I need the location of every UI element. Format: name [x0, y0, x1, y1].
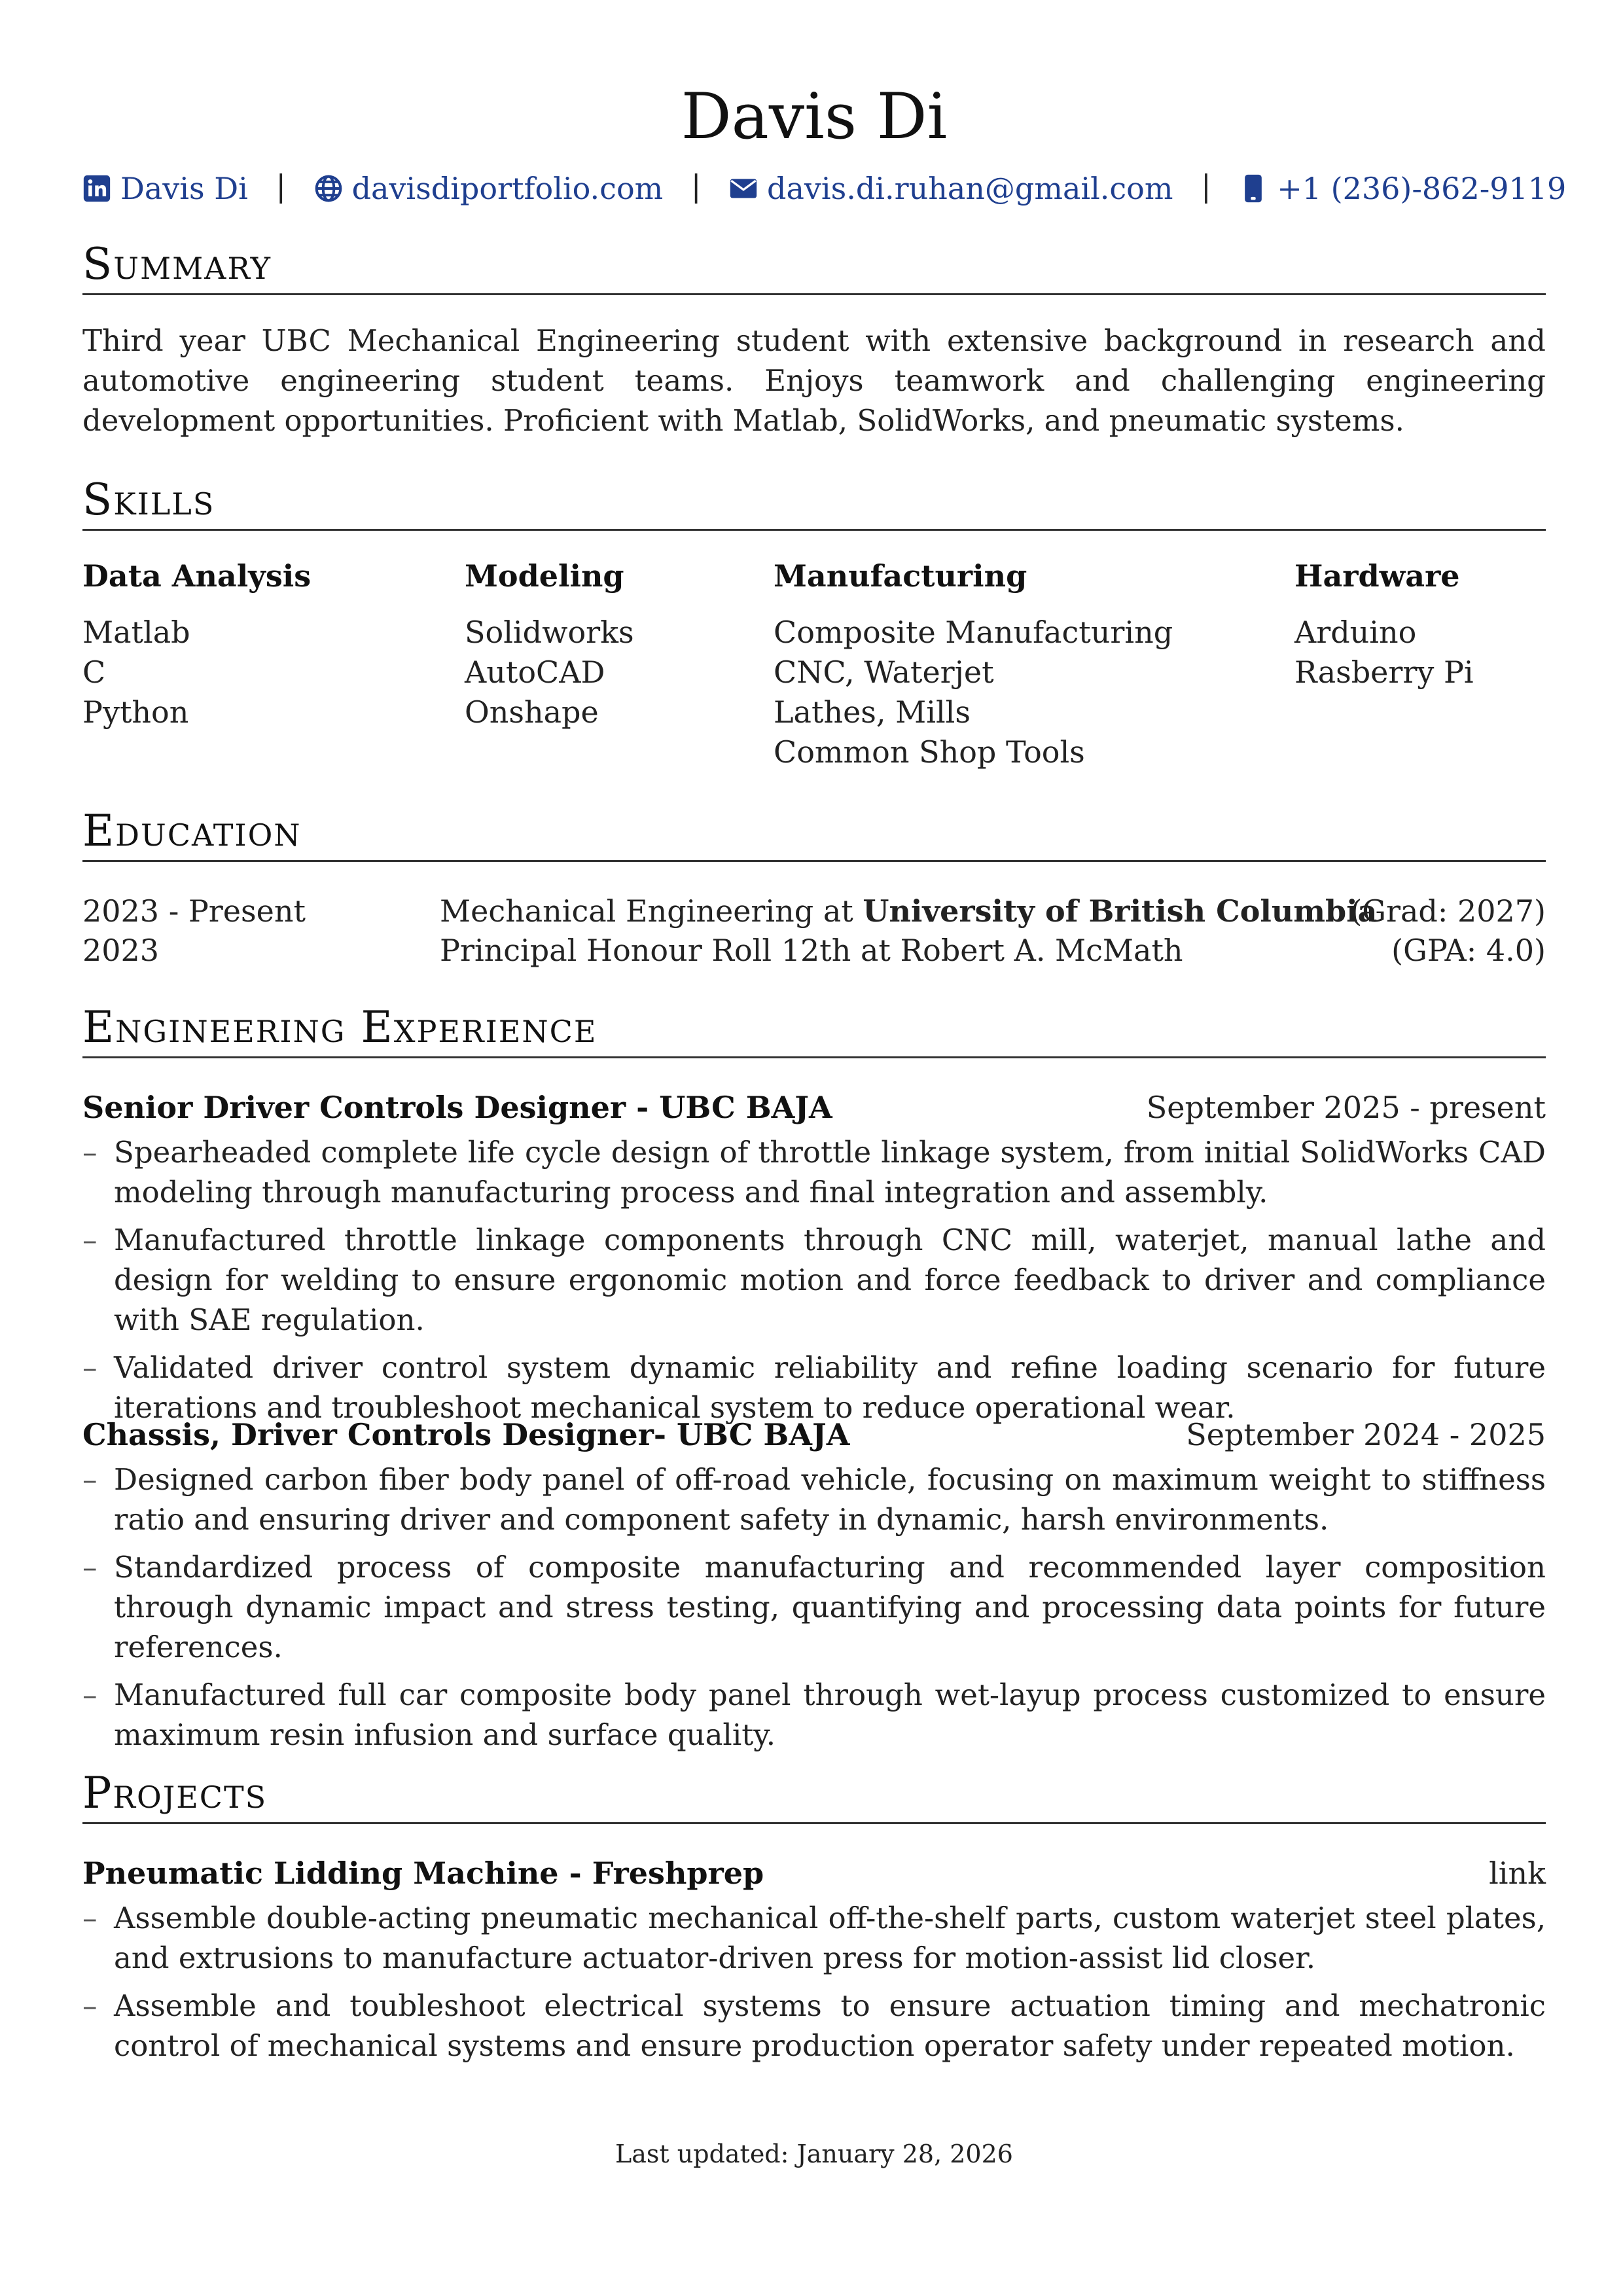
contact-separator: | [1201, 168, 1211, 204]
skill-item: Rasberry Pi [1294, 655, 1474, 690]
skill-item: AutoCAD [465, 655, 605, 690]
bullet-text: Assemble double-acting pneumatic mechanical off-the-shelf parts, custom waterjet steel plates, and extrusions to manufacture actuator-driven press for motion-assist lid closer. [114, 1901, 1546, 1975]
education-detail: (GPA: 4.0) [1391, 933, 1546, 968]
skill-item: Onshape [465, 694, 599, 730]
projects-heading: Projects [82, 1767, 1546, 1824]
job-title: Senior Driver Controls Designer - UBC BAJA [82, 1090, 832, 1125]
education-date: 2023 [82, 933, 160, 968]
skill-column-heading: Modeling [465, 558, 624, 594]
job-header [82, 1088, 1546, 1127]
email-link[interactable] [729, 169, 1173, 208]
skill-column-heading: Hardware [1294, 558, 1460, 594]
phone-icon [1239, 174, 1268, 203]
skill-column-manufacturing [774, 556, 1173, 772]
education-program: Principal Honour Roll 12th at Robert A. McMath [440, 933, 1183, 968]
bullet-dash: – [82, 1677, 98, 1712]
skill-item: Arduino [1294, 615, 1417, 650]
globe-icon [314, 174, 343, 203]
bullet-item [82, 1547, 1546, 1667]
phone-link[interactable] [1239, 169, 1566, 208]
bullet-dash: – [82, 1135, 98, 1170]
skill-item: Lathes, Mills [774, 694, 971, 730]
job-title: Chassis, Driver Controls Designer- UBC BAJA [82, 1417, 850, 1452]
email-label: davis.di.ruhan@gmail.com [767, 171, 1173, 206]
education-title [440, 931, 1183, 970]
education-program: Mechanical Engineering at [440, 893, 863, 929]
skill-item: CNC, Waterjet [774, 655, 994, 690]
project-title: Pneumatic Lidding Machine - Freshprep [82, 1856, 764, 1891]
bullet-text: Spearheaded complete life cycle design of throttle linkage system, from initial SolidWorks CAD modeling through manufacturing process and final integration and assembly. [114, 1135, 1546, 1210]
education-detail: (Grad: 2027) [1350, 893, 1546, 929]
skill-item: Matlab [82, 615, 190, 650]
summary-text: Third year UBC Mechanical Engineering student with extensive background in research and automotive engineering student teams. Enjoys teamwork and challenging engineering development opportunities. Proficient with Matlab, SolidWorks, and pneumatic systems. [82, 323, 1546, 438]
phone-label: +1 (236)-862-9119 [1277, 171, 1567, 206]
skill-column-hardware [1294, 556, 1474, 692]
bullet-text: Validated driver control system dynamic reliability and refine loading scenario for future iterations and troubleshoot mechanical system to reduce operational wear. [114, 1350, 1546, 1425]
last-updated: Last updated: January 28, 2026 [615, 2140, 1013, 2168]
bullet-text: Standardized process of composite manufacturing and recommended layer composition through dynamic impact and stress testing, quantifying and processing data points for future references. [114, 1550, 1546, 1664]
contact-separator: | [690, 168, 702, 204]
job-header [82, 1415, 1546, 1454]
skill-item: Common Shop Tools [774, 734, 1085, 770]
bullet-item [82, 1460, 1546, 1539]
bullet-item [82, 1898, 1546, 1978]
skills-heading: Skills [82, 474, 1546, 531]
experience-heading: Engineering Experience [82, 1001, 1546, 1058]
bullet-item [82, 1220, 1546, 1340]
contact-separator: | [276, 168, 286, 204]
linkedin-icon [82, 174, 111, 203]
linkedin-label: Davis Di [120, 171, 248, 206]
envelope-icon [729, 174, 758, 203]
summary-heading: Summary [82, 238, 1546, 295]
bullet-dash: – [82, 1550, 98, 1585]
skill-column-data-analysis [82, 556, 311, 732]
skill-item: Solidworks [465, 615, 634, 650]
education-heading: Education [82, 805, 1546, 862]
candidate-name: Davis Di [681, 80, 948, 153]
bullet-item [82, 1675, 1546, 1755]
bullet-item [82, 1132, 1546, 1212]
bullet-dash: – [82, 1988, 98, 2023]
bullet-dash: – [82, 1462, 98, 1497]
skills-grid [82, 556, 1546, 779]
website-link[interactable] [314, 169, 664, 208]
website-label: davisdiportfolio.com [351, 171, 664, 206]
job-bullets [82, 1460, 1546, 1763]
bullet-text: Designed carbon fiber body panel of off-road vehicle, focusing on maximum weight to stiffness ratio and ensuring driver and component safety in dynamic, harsh environments. [114, 1462, 1546, 1537]
bullet-text: Manufactured throttle linkage components through CNC mill, waterjet, manual lathe and design for welding to ensure ergonomic motion and force feedback to driver and compliance with SAE regulation. [114, 1223, 1546, 1337]
bullet-text: Assemble and toubleshoot electrical systems to ensure actuation timing and mechatronic control of mechanical systems and ensure production operator safety under repeated motion. [114, 1988, 1546, 2063]
job-date: September 2025 - present [1146, 1090, 1546, 1125]
education-date: 2023 - Present [82, 893, 306, 929]
education-title [440, 891, 1377, 931]
education-institution: University of British Columbia [863, 893, 1378, 929]
skill-item: C [82, 655, 106, 690]
skill-column-heading: Data Analysis [82, 558, 312, 594]
project-bullets [82, 1898, 1546, 2073]
skill-item: Python [82, 694, 189, 730]
job-bullets [82, 1132, 1546, 1435]
project-header [82, 1854, 1546, 1893]
linkedin-link[interactable] [82, 169, 248, 208]
contact-bar [82, 166, 1567, 208]
bullet-dash: – [82, 1223, 98, 1257]
bullet-dash: – [82, 1901, 98, 1935]
job-date: September 2024 - 2025 [1186, 1417, 1546, 1452]
project-link[interactable]: link [1489, 1856, 1546, 1891]
skill-column-heading: Manufacturing [774, 558, 1027, 594]
bullet-item [82, 1986, 1546, 2066]
skill-column-modeling [465, 556, 634, 732]
bullet-dash: – [82, 1350, 98, 1385]
skill-item: Composite Manufacturing [774, 615, 1173, 650]
bullet-text: Manufactured full car composite body panel through wet-layup process customized to ensure maximum resin infusion and surface quality. [114, 1677, 1546, 1752]
